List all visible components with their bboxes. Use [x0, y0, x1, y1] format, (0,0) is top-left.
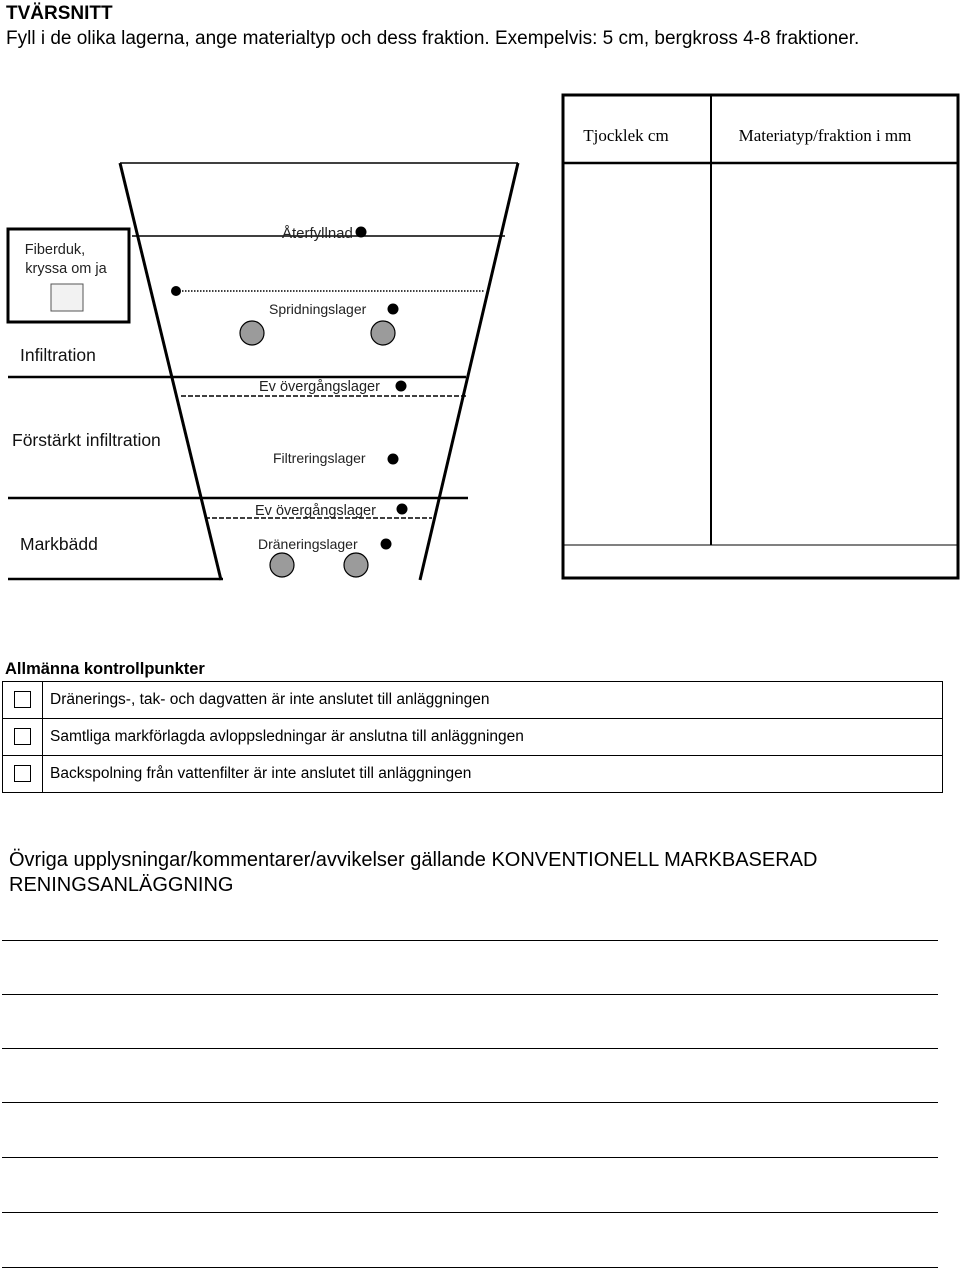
comment-line[interactable] — [2, 1212, 938, 1213]
fiber-label-2: kryssa om ja — [25, 261, 107, 277]
table-row — [3, 756, 943, 793]
comments-heading: Övriga upplysningar/kommentarer/avvikelser gällande KONVENTIONELL MARKBASERAD RENINGSANLÄGGNING — [9, 849, 818, 896]
overgang2-label: Ev övergångslager — [255, 503, 376, 519]
marker-dot-icon — [388, 454, 399, 465]
fiber-checkbox[interactable] — [51, 284, 83, 311]
marker-dot-icon — [381, 539, 392, 550]
checklist-table — [2, 681, 943, 793]
checklist-title: Allmänna kontrollpunkter — [5, 660, 205, 678]
drainage-pipe-icon — [270, 553, 294, 577]
marker-dot-icon — [171, 286, 181, 296]
fiber-label-1: Fiberduk, — [24, 242, 86, 258]
checkbox[interactable] — [14, 765, 31, 782]
markbadd-label: Markbädd — [20, 534, 98, 554]
thickness-input-area[interactable] — [565, 165, 709, 543]
marker-dot-icon — [388, 304, 399, 315]
comment-line[interactable] — [2, 1157, 938, 1158]
drainage-pipe-icon — [344, 553, 368, 577]
material-header: Materiatyp/fraktion i mm — [738, 126, 912, 145]
table-row — [3, 682, 943, 719]
cross-section-diagram — [0, 0, 960, 600]
checkbox[interactable] — [14, 728, 31, 745]
spridning-label: Spridningslager — [269, 301, 367, 317]
marker-dot-icon — [396, 381, 407, 392]
aterfyllnad-label: Återfyllnad — [282, 225, 353, 242]
page-title: TVÄRSNITT — [6, 3, 113, 24]
marker-dot-icon — [356, 227, 367, 238]
checklist-item-text: Samtliga markförlagda avloppsledningar är anslutna till anläggningen — [43, 719, 943, 756]
comment-line[interactable] — [2, 940, 938, 941]
checklist-item-text: Backspolning från vattenfilter är inte anslutet till anläggningen — [43, 756, 943, 793]
comment-line[interactable] — [2, 1267, 938, 1268]
distribution-pipe-icon — [240, 321, 264, 345]
layer-table — [563, 95, 958, 578]
comment-line[interactable] — [2, 1048, 938, 1049]
thickness-header: Tjocklek cm — [583, 126, 669, 145]
material-input-area[interactable] — [713, 165, 956, 543]
reinforced-infiltration-label: Förstärkt infiltration — [12, 430, 161, 450]
comment-line[interactable] — [2, 994, 938, 995]
checklist-item-text: Dränerings-, tak- och dagvatten är inte anslutet till anläggningen — [43, 682, 943, 719]
comment-line[interactable] — [2, 1102, 938, 1103]
instructions-text: Fyll i de olika lagerna, ange materialtyp och dess fraktion. Exempelvis: 5 cm, bergkross 4-8 fraktioner. — [6, 28, 860, 49]
dranering-label: Dräneringslager — [258, 536, 358, 552]
infiltration-label: Infiltration — [20, 345, 96, 365]
distribution-pipe-icon — [371, 321, 395, 345]
overgang1-label: Ev övergångslager — [259, 379, 380, 395]
table-row — [3, 719, 943, 756]
filtrering-label: Filtreringslager — [273, 450, 366, 466]
checkbox[interactable] — [14, 691, 31, 708]
marker-dot-icon — [397, 504, 408, 515]
